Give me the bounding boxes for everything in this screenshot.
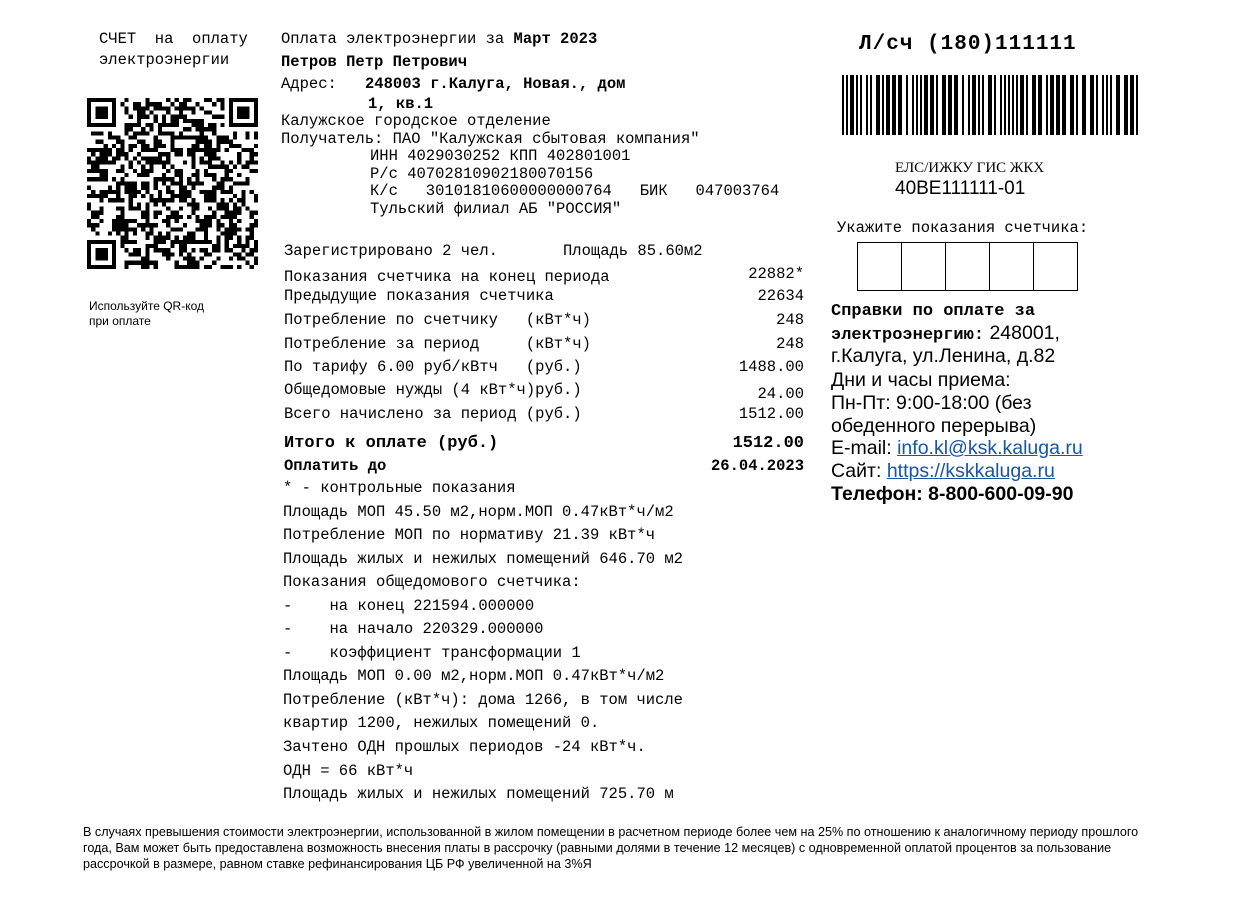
note-line: квартир 1200, нежилых помещений 0. bbox=[283, 714, 600, 732]
bank-name: Тульский филиал АБ "РОССИЯ" bbox=[370, 200, 622, 218]
note-line: Площадь жилых и нежилых помещений 725.70 м bbox=[283, 785, 674, 803]
total-amount: 1512.00 bbox=[732, 434, 804, 453]
inn-kpp: ИНН 4029030252 КПП 402801001 bbox=[370, 147, 631, 165]
department: Калужское городское отделение bbox=[281, 112, 551, 130]
charge-value: 1488.00 bbox=[738, 358, 804, 376]
note-line: - коэффициент трансформации 1 bbox=[283, 644, 581, 662]
charge-value: 248 bbox=[776, 335, 804, 353]
note-line: * - контрольные показания bbox=[283, 479, 516, 497]
charge-label: Потребление за период (кВт*ч) bbox=[284, 335, 591, 353]
email-label: E-mail: bbox=[831, 437, 898, 459]
meter-digit-box[interactable] bbox=[945, 242, 989, 291]
address-line1: 248003 г.Калуга, Новая., дом bbox=[365, 75, 626, 93]
help-address: г.Калуга, ул.Ленина, д.82 bbox=[831, 345, 1056, 367]
note-line: Площадь МОП 0.00 м2,норм.МОП 0.47кВт*ч/м2 bbox=[283, 667, 665, 685]
payer-name: Петров Петр Петрович bbox=[281, 53, 468, 71]
account-number: Л/сч (180)111111 bbox=[859, 33, 1077, 56]
invoice-title-line2: электроэнергии bbox=[99, 51, 230, 69]
total-label: Итого к оплате (руб.) bbox=[284, 434, 499, 453]
invoice-title-line1: СЧЕТ на оплату bbox=[99, 30, 248, 48]
installment-note: В случаях превышения стоимости электроэнергии, использованной в жилом помещении в расчетном периоде более чем на 25% по отношению к аналогичному периоду прошлого года, Вам может быть предоставлена возможность внесения платы в рассрочку (равными долями в течение 12 месяцев) с одновременной оплатой процентов за пользование рассрочкой в размере, равном ставке рефинансирования ЦБ РФ увеличенной на 3%Я bbox=[83, 825, 1139, 871]
charge-value: 22634 bbox=[757, 287, 804, 305]
hours-label: Дни и часы приема: bbox=[831, 369, 1011, 391]
meter-digit-box[interactable] bbox=[857, 242, 901, 291]
charge-value: 24.00 bbox=[757, 385, 804, 403]
apartment-area: Площадь 85.60м2 bbox=[563, 242, 703, 260]
site-label: Сайт: bbox=[831, 460, 887, 482]
meter-digit-box[interactable] bbox=[1033, 242, 1078, 291]
note-line: Показания общедомового счетчика: bbox=[283, 573, 581, 591]
barcode bbox=[842, 75, 1142, 135]
charge-label: Общедомовые нужды (4 кВт*ч)руб.) bbox=[284, 381, 582, 399]
qr-caption-line1: Используйте QR-код bbox=[89, 299, 205, 313]
help-address-line bbox=[831, 322, 1060, 345]
charge-label: Потребление по счетчику (кВт*ч) bbox=[284, 311, 591, 329]
charge-label: Всего начислено за период (руб.) bbox=[284, 405, 582, 423]
bank-account: Р/с 40702810902180070156 bbox=[370, 165, 594, 183]
help-title: Справки по оплате за bbox=[831, 302, 1036, 321]
note-line: Зачтено ОДН прошлых периодов -24 кВт*ч. bbox=[283, 738, 646, 756]
charge-label: По тарифу 6.00 руб/кВтч (руб.) bbox=[284, 358, 582, 376]
charge-value: 22882* bbox=[748, 265, 804, 283]
hours-line2: обеденного перерыва) bbox=[831, 415, 1037, 437]
meter-digit-box[interactable] bbox=[901, 242, 945, 291]
qr-caption bbox=[89, 299, 204, 329]
phone: Телефон: 8-800-600-09-90 bbox=[831, 483, 1074, 505]
site-link[interactable]: https://kskkaluga.ru bbox=[886, 460, 1055, 482]
gis-label: ЕЛС/ИЖКУ ГИС ЖКХ bbox=[895, 160, 1045, 176]
gis-value: 40ВЕ111111-01 bbox=[895, 178, 1026, 199]
note-line: Потребление (кВт*ч): дома 1266, в том числе bbox=[283, 691, 683, 709]
qr-code bbox=[87, 98, 258, 269]
period-line bbox=[281, 30, 597, 48]
meter-prompt: Укажите показания счетчика: bbox=[837, 219, 1089, 237]
meter-digit-box[interactable] bbox=[989, 242, 1033, 291]
note-line: Площадь МОП 45.50 м2,норм.МОП 0.47кВт*ч/м2 bbox=[283, 503, 674, 521]
meter-reading-input[interactable] bbox=[857, 242, 1078, 291]
ks-bik: К/с 30101810600000000764 БИК 047003764 bbox=[370, 182, 780, 200]
invoice-title bbox=[99, 29, 248, 71]
address-label: Адрес: bbox=[281, 75, 356, 93]
due-date: 26.04.2023 bbox=[710, 457, 804, 475]
charge-label: Показания счетчика на конец периода bbox=[284, 268, 610, 286]
note-line: - на конец 221594.000000 bbox=[283, 597, 535, 615]
help-zip: 248001, bbox=[984, 322, 1060, 344]
charge-label: Предыдущие показания счетчика bbox=[284, 287, 554, 305]
recipient: Получатель: ПАО "Калужская сбытовая компания" bbox=[281, 130, 700, 148]
charge-value: 1512.00 bbox=[738, 405, 804, 423]
note-line: Площадь жилых и нежилых помещений 646.70 м2 bbox=[283, 550, 683, 568]
note-line: - на начало 220329.000000 bbox=[283, 620, 544, 638]
help-title-cont: электроэнергию: bbox=[831, 326, 985, 345]
qr-caption-line2: при оплате bbox=[89, 314, 151, 328]
hours-line1: Пн-Пт: 9:00-18:00 (без bbox=[831, 392, 1032, 414]
charge-value: 248 bbox=[776, 311, 804, 329]
period-prefix: Оплата электроэнергии за bbox=[281, 30, 514, 48]
note-line: ОДН = 66 кВт*ч bbox=[283, 762, 414, 780]
due-label: Оплатить до bbox=[284, 457, 387, 475]
period-value: Март 2023 bbox=[513, 30, 598, 48]
email-link[interactable]: info.kl@ksk.kaluga.ru bbox=[897, 437, 1083, 459]
address-line2: 1, кв.1 bbox=[368, 95, 434, 113]
note-line: Потребление МОП по нормативу 21.39 кВт*ч bbox=[283, 526, 656, 544]
site-line bbox=[831, 460, 1055, 483]
email-line bbox=[831, 437, 1083, 460]
registered-persons: Зарегистрировано 2 чел. bbox=[284, 242, 498, 260]
